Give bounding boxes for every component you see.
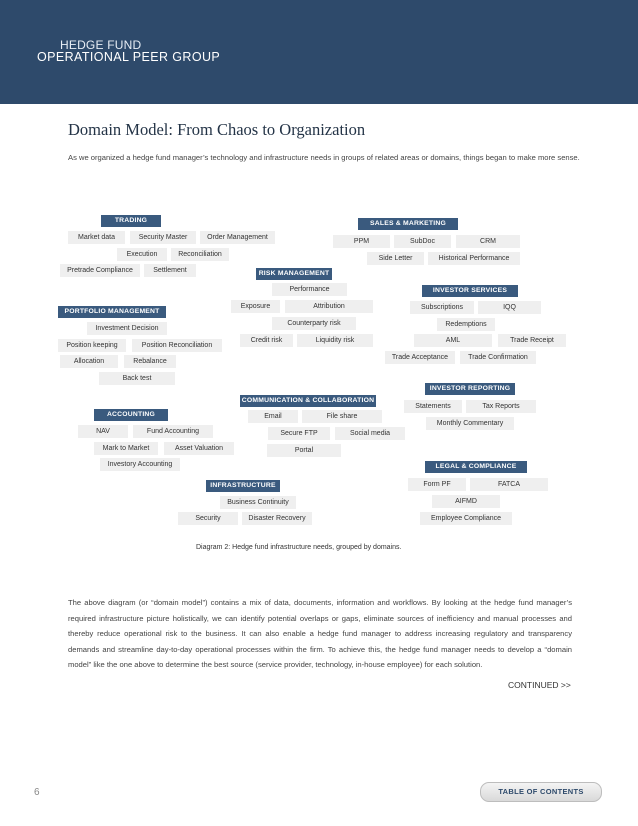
item-social-media: Social media bbox=[335, 427, 405, 440]
item-email: Email bbox=[248, 410, 298, 423]
item-security: Security bbox=[178, 512, 238, 525]
item-fatca: FATCA bbox=[470, 478, 548, 491]
item-tax-reports: Tax Reports bbox=[466, 400, 536, 413]
item-pretrade-compliance: Pretrade Compliance bbox=[60, 264, 140, 277]
item-performance: Performance bbox=[272, 283, 347, 296]
item-security-master: Security Master bbox=[130, 231, 196, 244]
item-allocation: Allocation bbox=[60, 355, 118, 368]
item-historical-performance: Historical Performance bbox=[428, 252, 520, 265]
heading-infrastructure: INFRASTRUCTURE bbox=[206, 480, 280, 492]
item-subscriptions: Subscriptions bbox=[410, 301, 474, 314]
heading-portfolio-management: PORTFOLIO MANAGEMENT bbox=[58, 306, 166, 318]
heading-risk-management: RISK MANAGEMENT bbox=[256, 268, 332, 280]
item-employee-compliance: Employee Compliance bbox=[420, 512, 512, 525]
heading-legal-compliance: LEGAL & COMPLIANCE bbox=[425, 461, 527, 473]
heading-investor-services: INVESTOR SERVICES bbox=[422, 285, 518, 297]
heading-accounting: ACCOUNTING bbox=[94, 409, 168, 421]
item-back-test: Back test bbox=[99, 372, 175, 385]
page-number: 6 bbox=[34, 787, 40, 798]
item-exposure: Exposure bbox=[231, 300, 280, 313]
item-market-data: Market data bbox=[68, 231, 125, 244]
item-reconciliation: Reconciliation bbox=[171, 248, 229, 261]
item-aifmd: AIFMD bbox=[432, 495, 500, 508]
item-liquidity-risk: Liquidity risk bbox=[297, 334, 373, 347]
item-asset-valuation: Asset Valuation bbox=[164, 442, 234, 455]
item-portal: Portal bbox=[267, 444, 341, 457]
item-side-letter: Side Letter bbox=[367, 252, 424, 265]
heading-communication-collaboration: COMMUNICATION & COLLABORATION bbox=[240, 395, 376, 407]
item-subdoc: SubDoc bbox=[394, 235, 451, 248]
item-iqq: IQQ bbox=[478, 301, 541, 314]
body-paragraph: The above diagram (or “domain model”) contains a mix of data, documents, information and workflows. By looking at the hedge fund manager’s required infrastructure picture holistically, we can identify potential overlaps or gaps, eliminate sources of inefficiency and manual processes and thereby reduce operational risk to the business. It can also enable a hedge fund manager to address increasing regulatory and transparency demands and streamline day-to-day operational processes within the firm. To achieve this, the hedge fund manager needs to develop a “domain model” like the one above to determine the best source (service provider, technology, in-house employee) for each solution. bbox=[68, 598, 572, 669]
header-banner bbox=[0, 0, 638, 104]
item-position-keeping: Position keeping bbox=[58, 339, 126, 352]
item-file-share: File share bbox=[302, 410, 382, 423]
item-business-continuity: Business Continuity bbox=[220, 496, 296, 509]
item-ppm: PPM bbox=[333, 235, 390, 248]
item-order-management: Order Management bbox=[200, 231, 275, 244]
item-statements: Statements bbox=[404, 400, 462, 413]
item-mark-to-market: Mark to Market bbox=[94, 442, 158, 455]
heading-sales-marketing: SALES & MARKETING bbox=[358, 218, 458, 230]
item-trade-acceptance: Trade Acceptance bbox=[385, 351, 455, 364]
item-investory-accounting: Investory Accounting bbox=[100, 458, 180, 471]
item-trade-confirmation: Trade Confirmation bbox=[460, 351, 536, 364]
continued-link[interactable]: CONTINUED >> bbox=[508, 680, 571, 690]
item-fund-accounting: Fund Accounting bbox=[133, 425, 213, 438]
brand-line-2: OPERATIONAL PEER GROUP bbox=[37, 50, 221, 64]
item-execution: Execution bbox=[117, 248, 167, 261]
item-rebalance: Rebalance bbox=[124, 355, 176, 368]
item-monthly-commentary: Monthly Commentary bbox=[426, 417, 514, 430]
intro-paragraph: As we organized a hedge fund manager’s technology and infrastructure needs in groups of related areas or domains, things began to make more sense. bbox=[68, 153, 580, 162]
item-crm: CRM bbox=[456, 235, 520, 248]
item-trade-receipt: Trade Receipt bbox=[498, 334, 566, 347]
diagram-caption: Diagram 2: Hedge fund infrastructure needs, grouped by domains. bbox=[196, 544, 402, 551]
page-title: Domain Model: From Chaos to Organization bbox=[68, 120, 366, 139]
item-attribution: Attribution bbox=[285, 300, 373, 313]
item-counterparty-risk: Counterparty risk bbox=[272, 317, 356, 330]
item-settlement: Settlement bbox=[144, 264, 196, 277]
item-investment-decision: Investment Decision bbox=[87, 322, 167, 335]
item-redemptions: Redemptions bbox=[437, 318, 495, 331]
item-form-pf: Form PF bbox=[408, 478, 466, 491]
item-position-reconciliation: Position Reconciliation bbox=[132, 339, 222, 352]
item-nav: NAV bbox=[78, 425, 128, 438]
item-aml: AML bbox=[414, 334, 492, 347]
item-secure-ftp: Secure FTP bbox=[268, 427, 330, 440]
table-of-contents-button[interactable]: TABLE OF CONTENTS bbox=[480, 782, 602, 802]
brand-line-1: HEDGE FUND bbox=[60, 38, 142, 52]
heading-trading: TRADING bbox=[101, 215, 161, 227]
item-disaster-recovery: Disaster Recovery bbox=[242, 512, 312, 525]
item-credit-risk: Credit risk bbox=[240, 334, 293, 347]
heading-investor-reporting: INVESTOR REPORTING bbox=[425, 383, 515, 395]
